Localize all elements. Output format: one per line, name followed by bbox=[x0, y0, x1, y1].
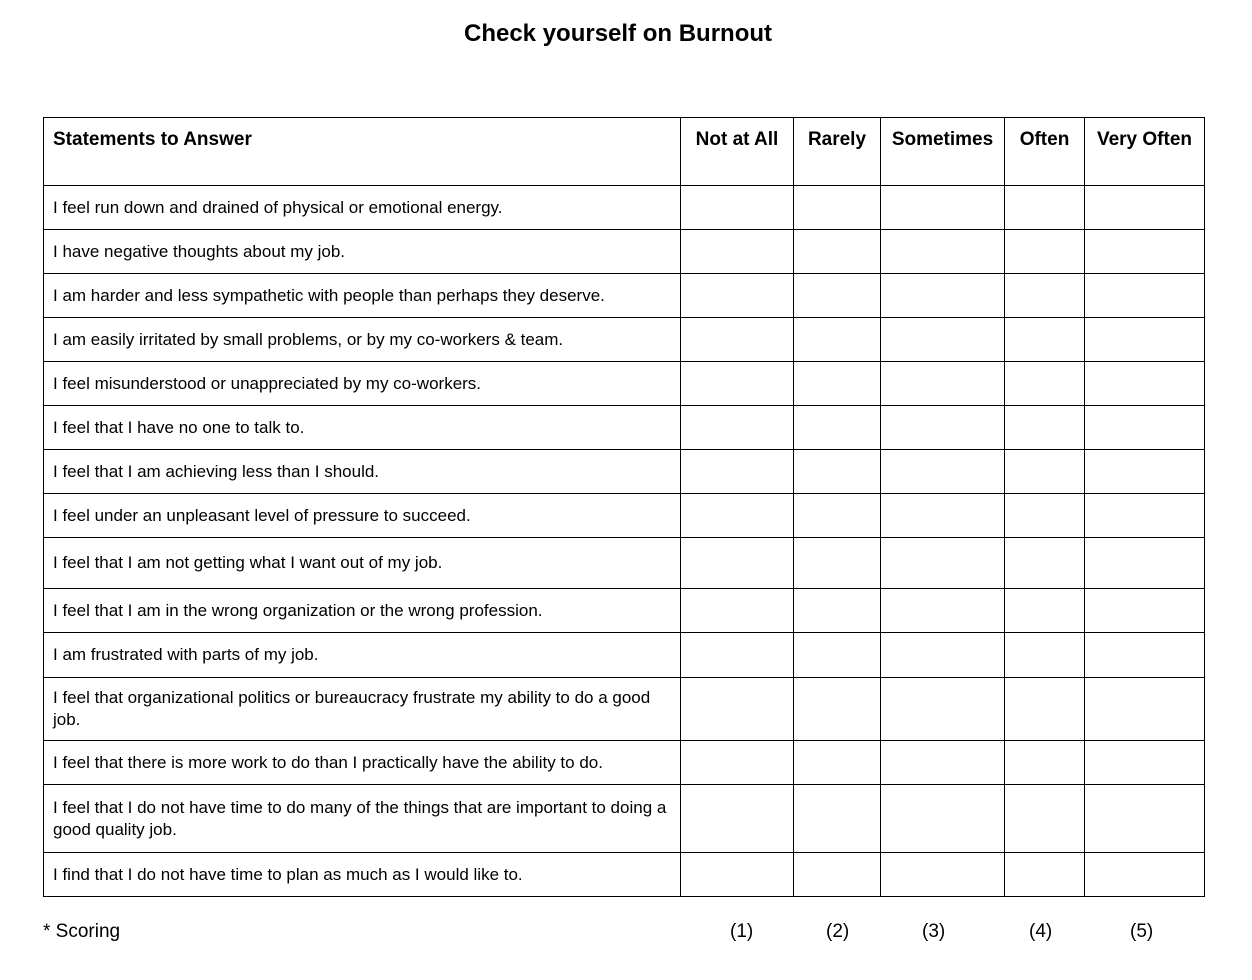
answer-cell-often[interactable] bbox=[1005, 741, 1085, 785]
statement-text: I feel under an unpleasant level of pressure to succeed. bbox=[44, 494, 681, 538]
answer-cell-sometimes[interactable] bbox=[881, 318, 1005, 362]
scoring-label: * Scoring bbox=[43, 921, 121, 942]
answer-cell-often[interactable] bbox=[1005, 450, 1085, 494]
answer-cell-sometimes[interactable] bbox=[881, 741, 1005, 785]
header-very-often: Very Often bbox=[1085, 118, 1205, 186]
statement-text: I feel that I am in the wrong organization or the wrong profession. bbox=[44, 589, 681, 633]
statement-text: I feel that there is more work to do than I practically have the ability to do. bbox=[44, 741, 681, 785]
answer-cell-very-often[interactable] bbox=[1085, 406, 1205, 450]
answer-cell-sometimes[interactable] bbox=[881, 853, 1005, 897]
answer-cell-not-at-all[interactable] bbox=[681, 274, 794, 318]
statement-text: I feel that I am not getting what I want out of my job. bbox=[44, 538, 681, 589]
answer-cell-sometimes[interactable] bbox=[881, 785, 1005, 853]
table-row bbox=[44, 785, 1205, 853]
table-row bbox=[44, 633, 1205, 678]
answer-cell-sometimes[interactable] bbox=[881, 186, 1005, 230]
answer-cell-not-at-all[interactable] bbox=[681, 538, 794, 589]
answer-cell-sometimes[interactable] bbox=[881, 450, 1005, 494]
answer-cell-rarely[interactable] bbox=[794, 450, 881, 494]
answer-cell-rarely[interactable] bbox=[794, 853, 881, 897]
score-not-at-all: (1) bbox=[730, 921, 754, 942]
answer-cell-not-at-all[interactable] bbox=[681, 186, 794, 230]
answer-cell-very-often[interactable] bbox=[1085, 362, 1205, 406]
answer-cell-sometimes[interactable] bbox=[881, 538, 1005, 589]
answer-cell-rarely[interactable] bbox=[794, 362, 881, 406]
statement-text: I feel that I do not have time to do many of the things that are important to doing a good quality job. bbox=[44, 785, 681, 853]
header-row bbox=[44, 118, 1205, 186]
answer-cell-very-often[interactable] bbox=[1085, 741, 1205, 785]
answer-cell-sometimes[interactable] bbox=[881, 230, 1005, 274]
answer-cell-not-at-all[interactable] bbox=[681, 494, 794, 538]
statement-text: I feel that I am achieving less than I should. bbox=[44, 450, 681, 494]
answer-cell-rarely[interactable] bbox=[794, 318, 881, 362]
table-row bbox=[44, 230, 1205, 274]
answer-cell-not-at-all[interactable] bbox=[681, 785, 794, 853]
answer-cell-often[interactable] bbox=[1005, 785, 1085, 853]
answer-cell-often[interactable] bbox=[1005, 853, 1085, 897]
table-row bbox=[44, 186, 1205, 230]
answer-cell-often[interactable] bbox=[1005, 406, 1085, 450]
answer-cell-not-at-all[interactable] bbox=[681, 678, 794, 741]
answer-cell-sometimes[interactable] bbox=[881, 633, 1005, 678]
table-row bbox=[44, 678, 1205, 741]
answer-cell-often[interactable] bbox=[1005, 362, 1085, 406]
answer-cell-very-often[interactable] bbox=[1085, 274, 1205, 318]
answer-cell-sometimes[interactable] bbox=[881, 406, 1005, 450]
header-rarely: Rarely bbox=[794, 118, 881, 186]
answer-cell-not-at-all[interactable] bbox=[681, 318, 794, 362]
answer-cell-often[interactable] bbox=[1005, 494, 1085, 538]
statement-text: I am harder and less sympathetic with people than perhaps they deserve. bbox=[44, 274, 681, 318]
burnout-table bbox=[43, 117, 1205, 897]
answer-cell-often[interactable] bbox=[1005, 633, 1085, 678]
header-sometimes: Sometimes bbox=[881, 118, 1005, 186]
answer-cell-rarely[interactable] bbox=[794, 538, 881, 589]
answer-cell-very-often[interactable] bbox=[1085, 538, 1205, 589]
answer-cell-very-often[interactable] bbox=[1085, 494, 1205, 538]
statement-text: I feel misunderstood or unappreciated by my co-workers. bbox=[44, 362, 681, 406]
table-row bbox=[44, 450, 1205, 494]
score-very-often: (5) bbox=[1130, 921, 1154, 942]
scoring-legend bbox=[0, 921, 1252, 947]
answer-cell-rarely[interactable] bbox=[794, 494, 881, 538]
answer-cell-often[interactable] bbox=[1005, 678, 1085, 741]
answer-cell-rarely[interactable] bbox=[794, 230, 881, 274]
header-statements: Statements to Answer bbox=[44, 118, 681, 186]
statement-text: I feel that organizational politics or bureaucracy frustrate my ability to do a good job. bbox=[44, 678, 681, 741]
answer-cell-sometimes[interactable] bbox=[881, 274, 1005, 318]
answer-cell-often[interactable] bbox=[1005, 538, 1085, 589]
table-row bbox=[44, 494, 1205, 538]
answer-cell-very-often[interactable] bbox=[1085, 186, 1205, 230]
statement-text: I am frustrated with parts of my job. bbox=[44, 633, 681, 678]
header-not-at-all: Not at All bbox=[681, 118, 794, 186]
answer-cell-rarely[interactable] bbox=[794, 741, 881, 785]
answer-cell-not-at-all[interactable] bbox=[681, 230, 794, 274]
answer-cell-not-at-all[interactable] bbox=[681, 450, 794, 494]
answer-cell-very-often[interactable] bbox=[1085, 589, 1205, 633]
score-sometimes: (3) bbox=[922, 921, 946, 942]
answer-cell-not-at-all[interactable] bbox=[681, 406, 794, 450]
header-often: Often bbox=[1005, 118, 1085, 186]
answer-cell-often[interactable] bbox=[1005, 186, 1085, 230]
answer-cell-not-at-all[interactable] bbox=[681, 633, 794, 678]
answer-cell-often[interactable] bbox=[1005, 230, 1085, 274]
answer-cell-very-often[interactable] bbox=[1085, 785, 1205, 853]
answer-cell-often[interactable] bbox=[1005, 274, 1085, 318]
answer-cell-not-at-all[interactable] bbox=[681, 853, 794, 897]
table-row bbox=[44, 274, 1205, 318]
answer-cell-rarely[interactable] bbox=[794, 678, 881, 741]
answer-cell-rarely[interactable] bbox=[794, 589, 881, 633]
table-row bbox=[44, 362, 1205, 406]
answer-cell-rarely[interactable] bbox=[794, 274, 881, 318]
answer-cell-rarely[interactable] bbox=[794, 785, 881, 853]
answer-cell-often[interactable] bbox=[1005, 589, 1085, 633]
score-often: (4) bbox=[1029, 921, 1053, 942]
statement-text: I have negative thoughts about my job. bbox=[44, 230, 681, 274]
statement-text: I feel that I have no one to talk to. bbox=[44, 406, 681, 450]
statement-text: I am easily irritated by small problems, or by my co-workers & team. bbox=[44, 318, 681, 362]
answer-cell-rarely[interactable] bbox=[794, 406, 881, 450]
answer-cell-very-often[interactable] bbox=[1085, 450, 1205, 494]
table-row bbox=[44, 741, 1205, 785]
answer-cell-rarely[interactable] bbox=[794, 186, 881, 230]
answer-cell-not-at-all[interactable] bbox=[681, 589, 794, 633]
answer-cell-sometimes[interactable] bbox=[881, 362, 1005, 406]
answer-cell-very-often[interactable] bbox=[1085, 853, 1205, 897]
answer-cell-sometimes[interactable] bbox=[881, 678, 1005, 741]
answer-cell-not-at-all[interactable] bbox=[681, 741, 794, 785]
table-row bbox=[44, 538, 1205, 589]
answer-cell-sometimes[interactable] bbox=[881, 589, 1005, 633]
statement-text: I find that I do not have time to plan as much as I would like to. bbox=[44, 853, 681, 897]
table-row bbox=[44, 318, 1205, 362]
answer-cell-very-often[interactable] bbox=[1085, 318, 1205, 362]
table-row bbox=[44, 589, 1205, 633]
statement-text: I feel run down and drained of physical or emotional energy. bbox=[44, 186, 681, 230]
table-row bbox=[44, 406, 1205, 450]
table-row bbox=[44, 853, 1205, 897]
score-rarely: (2) bbox=[826, 921, 850, 942]
answer-cell-often[interactable] bbox=[1005, 318, 1085, 362]
answer-cell-sometimes[interactable] bbox=[881, 494, 1005, 538]
answer-cell-very-often[interactable] bbox=[1085, 633, 1205, 678]
answer-cell-very-often[interactable] bbox=[1085, 230, 1205, 274]
page-title: Check yourself on Burnout bbox=[463, 20, 773, 47]
answer-cell-not-at-all[interactable] bbox=[681, 362, 794, 406]
answer-cell-rarely[interactable] bbox=[794, 633, 881, 678]
answer-cell-very-often[interactable] bbox=[1085, 678, 1205, 741]
